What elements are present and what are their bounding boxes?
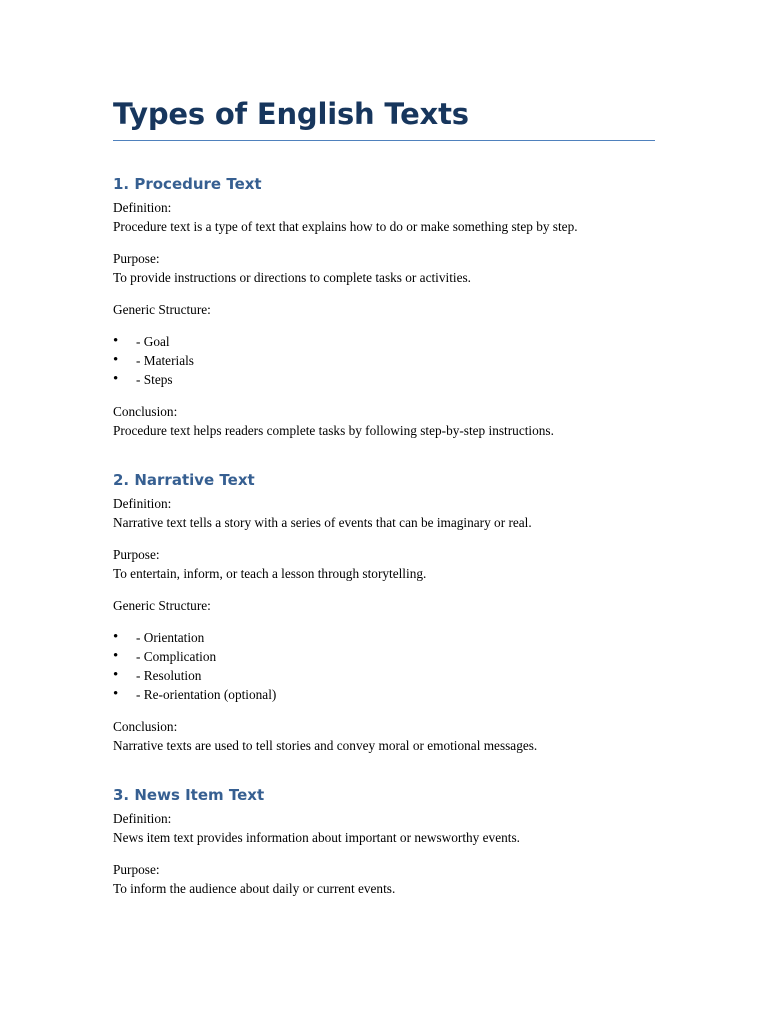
section-heading: 1. Procedure Text <box>113 175 262 193</box>
bullet-icon: • <box>113 629 119 645</box>
conclusion-text: Procedure text helps readers complete tasks by following step-by-step instructions. <box>113 423 554 438</box>
bullet-icon: • <box>113 686 119 702</box>
conclusion-block <box>113 402 655 440</box>
section-heading: 2. Narrative Text <box>113 471 255 489</box>
structure-list <box>113 628 655 704</box>
list-item: • - Materials <box>113 352 194 368</box>
purpose-label: Purpose: <box>113 862 160 877</box>
list-item: • - Complication <box>113 648 217 664</box>
conclusion-label: Conclusion: <box>113 404 178 419</box>
section-procedure-text <box>113 174 655 440</box>
definition-text: Procedure text is a type of text that explains how to do or make something step by step. <box>113 219 578 234</box>
bullet-icon: • <box>113 648 119 664</box>
purpose-label: Purpose: <box>113 547 160 562</box>
conclusion-text: Narrative texts are used to tell stories and convey moral or emotional messages. <box>113 738 538 753</box>
document-page <box>113 96 655 911</box>
section-heading: 3. News Item Text <box>113 786 265 804</box>
structure-label: Generic Structure: <box>113 598 211 613</box>
structure-label: Generic Structure: <box>113 302 211 317</box>
bullet-icon: • <box>113 352 119 368</box>
structure-label-block <box>113 596 655 615</box>
list-item: • - Goal <box>113 333 170 349</box>
bullet-icon: • <box>113 667 119 683</box>
section-narrative-text <box>113 470 655 755</box>
definition-label: Definition: <box>113 811 172 826</box>
definition-block <box>113 809 655 847</box>
purpose-block <box>113 249 655 287</box>
purpose-text: To inform the audience about daily or current events. <box>113 881 396 896</box>
conclusion-label: Conclusion: <box>113 719 178 734</box>
list-item: • - Orientation <box>113 629 205 645</box>
purpose-label: Purpose: <box>113 251 160 266</box>
structure-label-block <box>113 300 655 319</box>
definition-text: Narrative text tells a story with a series of events that can be imaginary or real. <box>113 515 532 530</box>
list-item: • - Resolution <box>113 667 202 683</box>
purpose-text: To entertain, inform, or teach a lesson through storytelling. <box>113 566 427 581</box>
purpose-text: To provide instructions or directions to complete tasks or activities. <box>113 270 472 285</box>
purpose-block <box>113 860 655 898</box>
list-item: • - Re-orientation (optional) <box>113 686 277 702</box>
purpose-block <box>113 545 655 583</box>
conclusion-block <box>113 717 655 755</box>
bullet-icon: • <box>113 371 119 387</box>
definition-label: Definition: <box>113 496 172 511</box>
definition-block <box>113 198 655 236</box>
structure-list <box>113 332 655 389</box>
definition-block <box>113 494 655 532</box>
definition-label: Definition: <box>113 200 172 215</box>
definition-text: News item text provides information about important or newsworthy events. <box>113 830 520 845</box>
page-title: Types of English Texts <box>113 96 655 141</box>
section-news-item-text <box>113 785 655 898</box>
bullet-icon: • <box>113 333 119 349</box>
list-item: • - Steps <box>113 371 173 387</box>
